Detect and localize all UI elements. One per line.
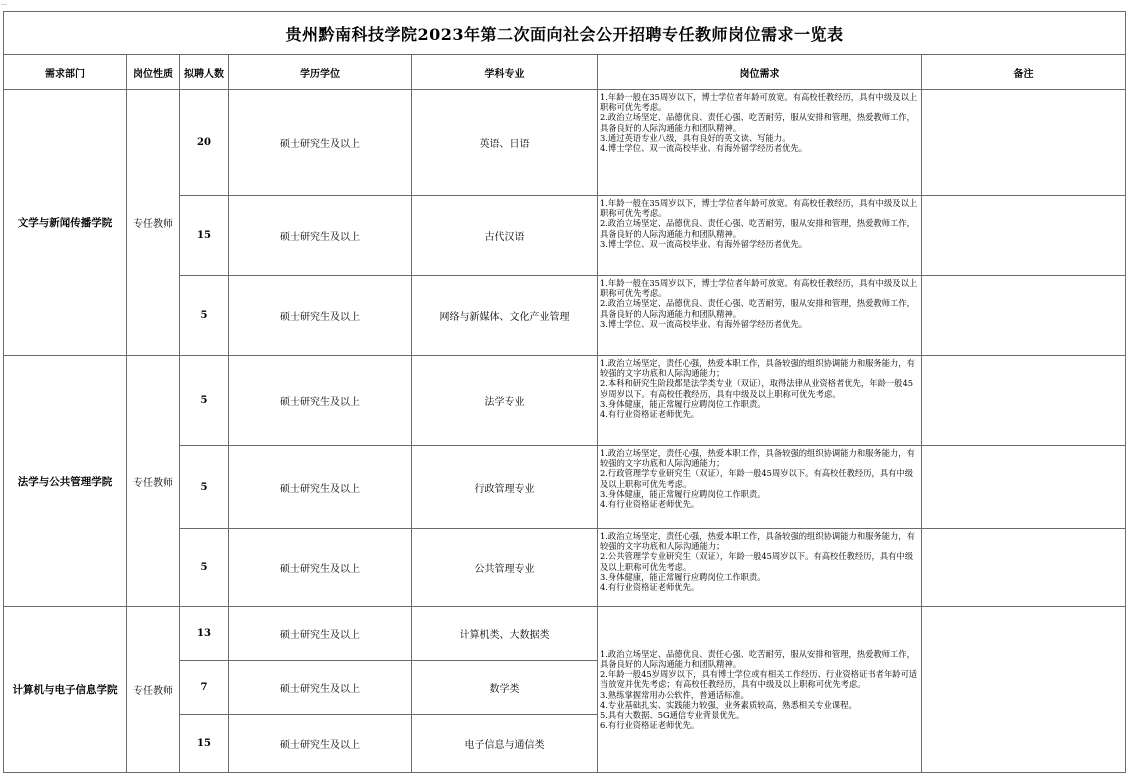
count-cell: 5 xyxy=(180,529,229,607)
note-cell xyxy=(922,276,1126,356)
requirements-cell: 1.年龄一般在35周岁以下，博士学位者年龄可放宽。有高校任教经历，具有中级及以上职称可优先考虑。 2.政治立场坚定、品德优良、责任心强、吃苦耐劳，服从安排和管理，热爱教师工作，具备良好的人际沟通能力和团队精神。 3.博士学位、双一流高校毕业、有海外留学经历者优先。 xyxy=(598,276,922,356)
header-requirements: 岗位需求 xyxy=(598,55,922,90)
note-cell xyxy=(922,90,1126,196)
page-title: 贵州黔南科技学院2023年第二次面向社会公开招聘专任教师岗位需求一览表 xyxy=(4,12,1126,55)
header-row xyxy=(4,55,1126,90)
header-nature: 岗位性质 xyxy=(127,55,180,90)
requirements-cell: 1.年龄一般在35周岁以下，博士学位者年龄可放宽。有高校任教经历，具有中级及以上职称可优先考虑。 2.政治立场坚定、品德优良、责任心强、吃苦耐劳，服从安排和管理，热爱教师工作，具备良好的人际沟通能力和团队精神。 3.通过英语专业八级，具有良好的英文读、写能力。 4.博士学位、双一流高校毕业、有海外留学经历者优先。 xyxy=(598,90,922,196)
table-row xyxy=(4,90,1126,196)
degree-cell: 硕士研究生及以上 xyxy=(229,446,412,529)
count-cell: 5 xyxy=(180,276,229,356)
major-cell: 网络与新媒体、文化产业管理 xyxy=(412,276,598,356)
major-cell: 英语、日语 xyxy=(412,90,598,196)
recruitment-table xyxy=(3,11,1126,773)
degree-cell: 硕士研究生及以上 xyxy=(229,529,412,607)
count-cell: 7 xyxy=(180,661,229,715)
corner-mark: ... xyxy=(1,0,7,7)
note-cell xyxy=(922,356,1126,446)
major-cell: 古代汉语 xyxy=(412,196,598,276)
degree-cell: 硕士研究生及以上 xyxy=(229,276,412,356)
note-cell xyxy=(922,529,1126,607)
header-major: 学科专业 xyxy=(412,55,598,90)
header-count: 拟聘人数 xyxy=(180,55,229,90)
degree-cell: 硕士研究生及以上 xyxy=(229,661,412,715)
major-cell: 电子信息与通信类 xyxy=(412,715,598,773)
count-cell: 5 xyxy=(180,446,229,529)
note-cell xyxy=(922,446,1126,529)
requirements-cell: 1.年龄一般在35周岁以下，博士学位者年龄可放宽。有高校任教经历，具有中级及以上职称可优先考虑。 2.政治立场坚定、品德优良、责任心强、吃苦耐劳，服从安排和管理，热爱教师工作，具备良好的人际沟通能力和团队精神。 3.博士学位、双一流高校毕业、有海外留学经历者优先。 xyxy=(598,196,922,276)
header-dept: 需求部门 xyxy=(4,55,127,90)
count-cell: 5 xyxy=(180,356,229,446)
degree-cell: 硕士研究生及以上 xyxy=(229,356,412,446)
count-cell: 15 xyxy=(180,196,229,276)
dept-cell: 文学与新闻传播学院 xyxy=(4,90,127,356)
header-degree: 学历学位 xyxy=(229,55,412,90)
note-cell xyxy=(922,196,1126,276)
requirements-cell: 1.政治立场坚定，责任心强，热爱本职工作，具备较强的组织协调能力和服务能力，有较强的文字功底和人际沟通能力； 2.行政管理学专业研究生（双证），年龄一般45周岁以下。有高校任教经历，具有中级及以上职称可优先考虑。 3.身体健康，能正常履行应聘岗位工作职责。 4.有行业资格证老师优先。 xyxy=(598,446,922,529)
degree-cell: 硕士研究生及以上 xyxy=(229,90,412,196)
degree-cell: 硕士研究生及以上 xyxy=(229,715,412,773)
count-cell: 13 xyxy=(180,607,229,661)
requirements-cell: 1.政治立场坚定、品德优良、责任心强、吃苦耐劳，服从安排和管理，热爱教师工作，具备良好的人际沟通能力和团队精神。 2.年龄一般45岁周岁以下，具有博士学位或有相关工作经历、行业资格证书者年龄可适当放宽并优先考虑；有高校任教经历，具有中级及以上职称可优先考虑。 3.熟练掌握常用办公软件，普通话标准。 4.专业基础扎实、实践能力较强，业务素质较高，熟悉相关专业课程。 5.具有大数据、5G通信专业背景优先。 6.有行业资格证老师优先。 xyxy=(598,607,922,773)
header-note: 备注 xyxy=(922,55,1126,90)
table-row xyxy=(4,356,1126,446)
recruitment-table-sheet xyxy=(3,11,1125,773)
count-cell: 15 xyxy=(180,715,229,773)
major-cell: 数学类 xyxy=(412,661,598,715)
major-cell: 公共管理专业 xyxy=(412,529,598,607)
nature-cell: 专任教师 xyxy=(127,90,180,356)
table-row xyxy=(4,607,1126,661)
requirements-cell: 1.政治立场坚定，责任心强，热爱本职工作，具备较强的组织协调能力和服务能力，有较强的文字功底和人际沟通能力； 2.本科和研究生阶段都是法学类专业（双证），取得法律从业资格者优先，年龄一般45岁周岁以下。有高校任教经历，具有中级及以上职称可优先考虑。 3.身体健康，能正常履行应聘岗位工作职责。 4.有行业资格证老师优先。 xyxy=(598,356,922,446)
dept-cell: 法学与公共管理学院 xyxy=(4,356,127,607)
major-cell: 法学专业 xyxy=(412,356,598,446)
requirements-cell: 1.政治立场坚定，责任心强，热爱本职工作，具备较强的组织协调能力和服务能力，有较强的文字功底和人际沟通能力； 2.公共管理学专业研究生（双证），年龄一般45周岁以下。有高校任教经历，具有中级及以上职称可优先考虑。 3.身体健康，能正常履行应聘岗位工作职责。 4.有行业资格证老师优先。 xyxy=(598,529,922,607)
count-cell: 20 xyxy=(180,90,229,196)
dept-cell: 计算机与电子信息学院 xyxy=(4,607,127,773)
major-cell: 计算机类、大数据类 xyxy=(412,607,598,661)
degree-cell: 硕士研究生及以上 xyxy=(229,196,412,276)
degree-cell: 硕士研究生及以上 xyxy=(229,607,412,661)
note-cell xyxy=(922,607,1126,773)
title-row xyxy=(4,12,1126,55)
nature-cell: 专任教师 xyxy=(127,356,180,607)
major-cell: 行政管理专业 xyxy=(412,446,598,529)
nature-cell: 专任教师 xyxy=(127,607,180,773)
